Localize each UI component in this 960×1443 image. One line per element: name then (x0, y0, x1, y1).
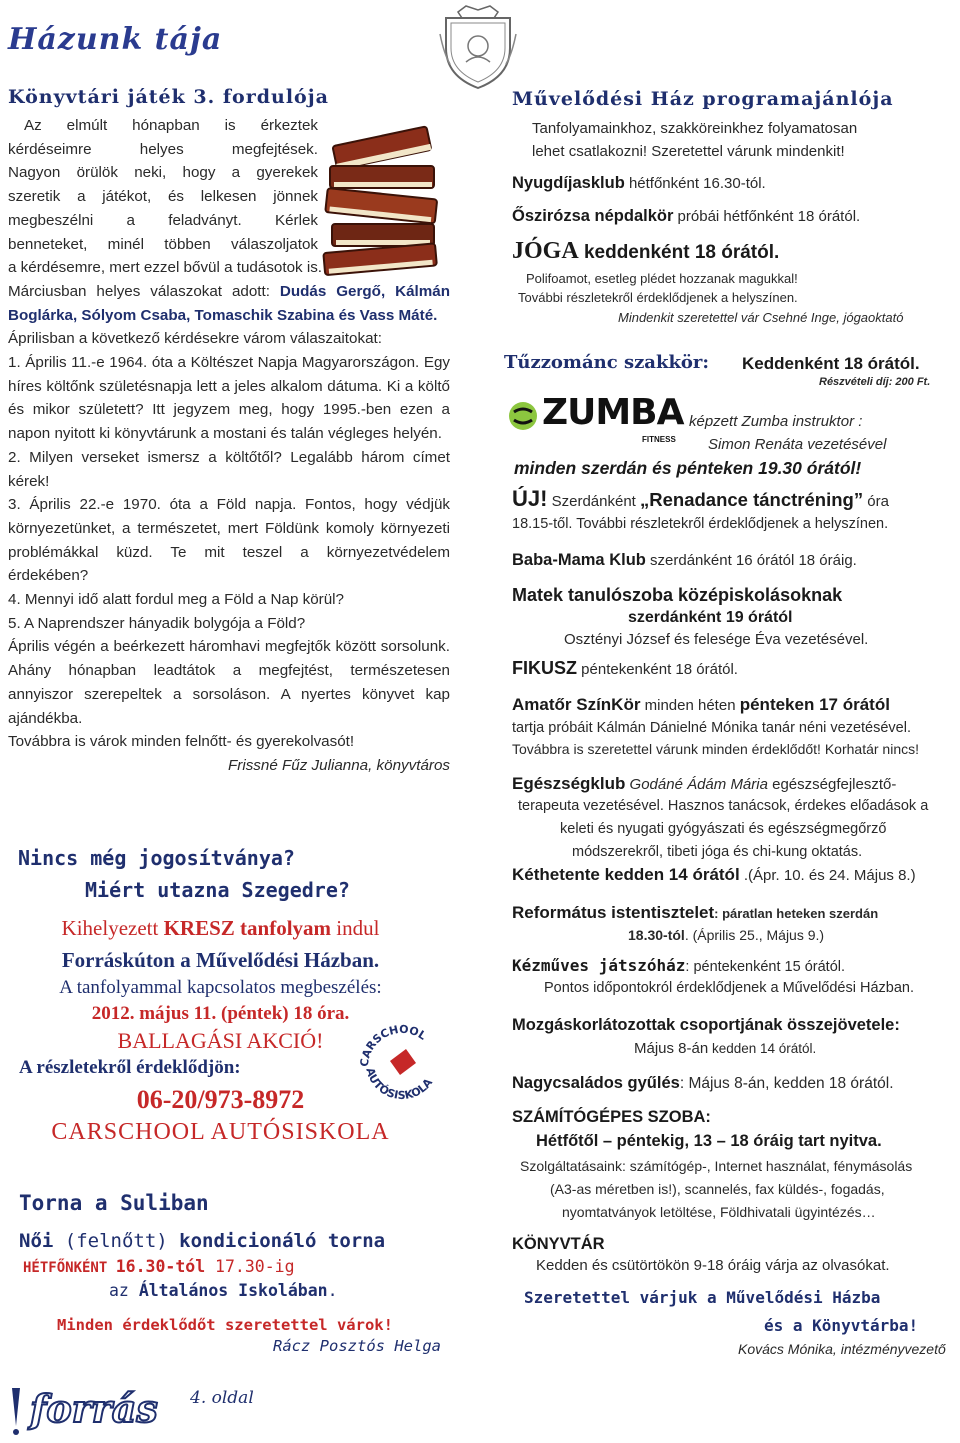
question-2: 2. Milyen verseket ismersz a költőtől? Legalább három címet kérek! (8, 448, 450, 490)
ad-line-inquire: A részletekről érdeklődjön: (19, 1057, 241, 1078)
closing-text-2: Továbbra is várok minden felnőtt- és gyerekolvasót! (8, 733, 355, 751)
ad-phone: 06-20/973-8972 (136, 1085, 305, 1114)
craft-playroom: Kézműves játszóház: péntekenként 15 órától. (512, 956, 846, 975)
book-stack-icon (316, 118, 450, 278)
ad-headline-2: Miért utazna Szegedre? (85, 878, 350, 902)
library-title: KÖNYVTÁR (512, 1235, 605, 1253)
march-names: Dudás Gergő, Kálmán Boglárka, Sólyom Csaba, Tomaschik Szabina és Vass Máté. (8, 282, 450, 324)
intro-line: a kérdésemre, mert ezzel bővül a tudásotok is. (8, 259, 323, 277)
disabled-group-date: Május 8-án kedden 14 órától. (634, 1040, 817, 1057)
intro-line: megbeszélni a feladványt. Kérlek (8, 211, 318, 229)
torna-signature: Rácz Posztós Helga (273, 1337, 441, 1355)
library-body (8, 256, 450, 777)
april-intro: Áprilisban a következő kérdésekre várom válaszaitokat: (8, 330, 382, 348)
svg-text:forrás: forrás (30, 1386, 158, 1431)
disabled-group-meeting: Mozgáskorlátozottak csoportjának összejövetele: (512, 1016, 900, 1034)
enamel-fee: Részvételi díj: 200 Ft. (819, 376, 931, 388)
health-club-line-3: keleti és nyugati gyógyászati és egészségmegőrző (560, 821, 887, 837)
large-family-meeting: Nagycsaládos gyűlés: Május 8-án, kedden 18 órától. (512, 1074, 894, 1092)
reformed-service: Református istentisztelet: páratlan heteken szerdán (512, 903, 879, 922)
town-crest-icon (436, 4, 520, 90)
intro-line: Nagyon örülök neki, hogy a gyerekek (8, 164, 318, 182)
zumba-logo-icon (508, 396, 538, 436)
amateur-theatre: Amatőr SzínKör minden héten pénteken 17 órától (512, 695, 890, 714)
gym-class-section (13, 1183, 443, 1363)
ad-company: CARSCHOOL AUTÓSISKOLA (51, 1119, 390, 1145)
nyugdijas-club: Nyugdíjasklub hétfőnként 16.30-tól. (512, 174, 766, 192)
baby-mama-club: Baba-Mama Klub szerdánként 16 órától 18 óráig. (512, 551, 857, 569)
zumba-fitness-label: FITNESS (642, 435, 676, 444)
ad-line-meeting: A tanfolyammal kapcsolatos megbeszélés: (59, 977, 382, 998)
closing-text: Április végén a beérkezett háromhavi megfejtők között sorsolunk. Ahány hónapban leadtátok a megfejtést, természetesen annyiszor szerepeltek a sorsoláson. A nyertes könyvet kap ajándékba. (8, 638, 450, 727)
svg-text:CARSCHOOL: CARSCHOOL (357, 1022, 429, 1068)
question-3: 3. Április 22.-e 1970. óta a Föld napja. Fontos, hogy védjük környezetünket, a természetet, mert Földünk komoly környezeti problémákkal küzd. Te mit teszel a környezetvédelem érdekében? (8, 496, 450, 585)
library-game-title: Könyvtári játék 3. fordulója (8, 86, 329, 108)
culture-title: Művelődési Ház programajánlója (512, 88, 894, 110)
health-club-schedule: Kéthetente kedden 14 órától .(Ápr. 10. és 24. Május 8.) (512, 865, 916, 884)
reformed-service-line-2: 18.30-tól. (Április 25., Május 9.) (628, 927, 825, 943)
new-dance-line-2: 18.15-től. További részletekről érdeklődjenek a helyszínen. (512, 516, 889, 532)
computer-room-services-3: nyomtatványok letöltése, Földhivatali ügyintézés… (562, 1204, 876, 1220)
yoga-heading: JÓGA keddenként 18 órától. (512, 238, 780, 264)
forras-logo (6, 1378, 186, 1438)
torna-title: Torna a Suliban (19, 1191, 209, 1215)
computer-room-hours: Hétfőtől – péntekig, 13 – 18 óráig tart nyitva. (536, 1132, 882, 1150)
yoga-line-1: Polifoamot, esetleg plédet hozzanak magukkal! (526, 271, 798, 286)
zumba-logo-text: ZUMBA (542, 392, 684, 433)
torna-line-2: HÉTFŐNKÉNT 16.30-tól 17.30-ig (23, 1257, 295, 1276)
yoga-line-3: Mindenkit szeretettel vár Csehné Inge, jógaoktató (618, 310, 904, 325)
svg-text:AUTÓSISKOLA: AUTÓSISKOLA (363, 1066, 436, 1103)
torna-line-1: Női (felnőtt) kondicionáló torna (19, 1230, 386, 1252)
intro-line: Az elmúlt hónapban is érkeztek (24, 117, 318, 134)
amateur-theatre-line-2: tartja próbáit Kálmán Dánielné Mónika tanár néni vezetésével. (512, 720, 911, 736)
fikusz: FIKUSZ péntekenként 18 órától. (512, 658, 738, 678)
welcome-line-2: és a Könyvtárba! (764, 1316, 919, 1335)
intro-line: szeretik a játékot, és lelkesen jönnek (8, 188, 318, 206)
health-club: Egészségklub Godáné Ádám Mária egészségfejlesztő- (512, 774, 897, 793)
library-signature: Frissné Fűz Julianna, könyvtáros (228, 756, 450, 774)
torna-invite: Minden érdeklődőt szeretettel várok! (57, 1316, 393, 1334)
computer-room-services-1: Szolgáltatásaink: számítógép-, Internet használat, fénymásolás (520, 1158, 913, 1174)
question-5: 5. A Naprendszer hányadik bolygója a Föld? (8, 614, 306, 632)
yoga-line-2: További részletekről érdeklődjenek a helyszínen. (518, 290, 798, 305)
health-club-line-4: módszerekről, tibeti jóga és chi-kung oktatás. (572, 844, 863, 860)
health-club-line-2: terapeuta vezetésével. Hasznos tanácsok, érdekes előadások a (518, 798, 929, 814)
math-leaders: Osztényi József és felesége Éva vezetésével. (564, 631, 869, 648)
question-1: 1. Április 11.-e 1964. óta a Költészet Napja Magyarországon. Egy híres költőnk születésnapja lett a jeles alkalom dátuma. Ki a költő és mikor született? Itt jegyzem meg, hogy 1995.-ben ezen a napon nyitott ki könyvtárunk a mostani és talán végleges helyén. (8, 354, 450, 443)
ad-line-course: Kihelyezett KRESZ tanfolyam indul (61, 916, 380, 940)
culture-intro-2: lehet csatlakozni! Szeretettel várunk mindenkit! (532, 143, 845, 160)
ad-line-date: 2012. május 11. (péntek) 18 óra. (91, 1003, 350, 1024)
march-winners (8, 280, 450, 327)
new-dance-class: ÚJ! Szerdánként „Renadance tánctréning” óra (512, 486, 889, 511)
welcome-line-1: Szeretettel várjuk a Művelődési Házba (524, 1288, 881, 1307)
zumba-line-1: képzett Zumba instruktor : (689, 413, 863, 430)
carschool-stamp-logo (356, 1017, 448, 1109)
computer-room-services-2: (A3-as méretben is!), scannelés, fax küldés-, fogadás, (550, 1181, 885, 1197)
math-study-room: Matek tanulószoba középiskolásoknak (512, 585, 843, 605)
zumba-line-2: Simon Renáta vezetésével (708, 436, 887, 453)
library-hours: Kedden és csütörtökön 9-18 óráig várja az olvasókat. (536, 1257, 890, 1274)
computer-room-title: SZÁMÍTÓGÉPES SZOBA: (512, 1108, 711, 1126)
math-schedule: szerdánként 19 órától (628, 609, 793, 626)
amateur-theatre-line-3: Továbbra is szeretettel várunk minden érdeklődőt! Korhatár nincs! (512, 741, 919, 757)
enamel-schedule: Keddenként 18 órától. (742, 354, 920, 373)
ad-line-promo: BALLAGÁSI AKCIÓ! (117, 1028, 324, 1053)
march-intro: Márciusban helyes válaszokat adott: (8, 282, 280, 300)
driving-school-ad (13, 832, 438, 1167)
intro-line: kérdéseimre helyes megfejtések. (8, 140, 318, 158)
culture-signature: Kovács Mónika, intézményvezető (738, 1341, 946, 1357)
oszirozsa-choir: Őszirózsa népdalkör próbái hétfőnként 18 órától. (512, 207, 861, 225)
zumba-line-3: minden szerdán és pénteken 19.30 órától! (514, 458, 862, 478)
enamel-title: Tűzzománc szakkör: (504, 352, 710, 373)
library-intro (8, 114, 318, 256)
culture-intro-1: Tanfolyamainkhoz, szakköreinkhez folyamatosan (532, 120, 858, 137)
page-number: 4. oldal (190, 1388, 254, 1408)
page-header-title: Házunk tája (8, 22, 223, 57)
craft-playroom-line-2: Pontos időpontokról érdeklődjenek a Művelődési Házban. (544, 980, 914, 996)
ad-line-location: Forráskúton a Művelődési Házban. (61, 948, 380, 972)
torna-line-3: az Általános Iskolában. (109, 1281, 338, 1300)
ad-headline-1: Nincs még jogosítványa? (18, 846, 295, 870)
question-4: 4. Mennyi idő alatt fordul meg a Föld a Nap körül? (8, 591, 344, 609)
intro-line: benneteket, minél többen válaszoljatok (8, 235, 318, 253)
